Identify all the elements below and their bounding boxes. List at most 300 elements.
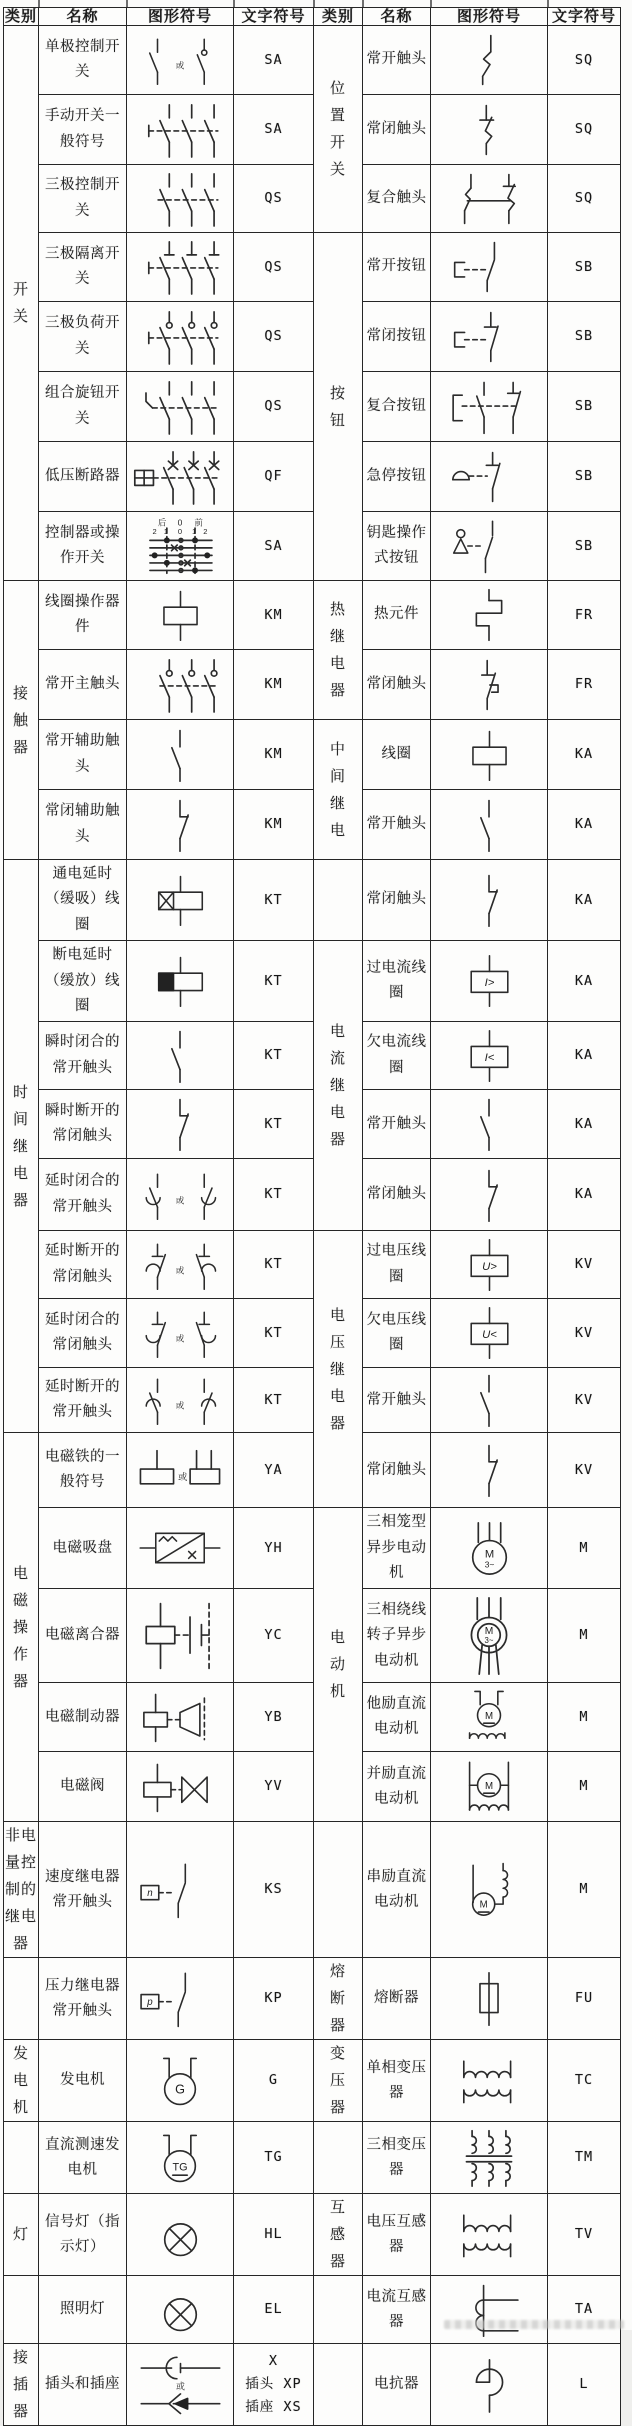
header-left-2: 图形符号 <box>127 8 234 26</box>
symbol-cell <box>127 2040 234 2122</box>
symbol-cell <box>127 1299 234 1368</box>
symbol-cell <box>431 2194 548 2276</box>
name-cell <box>39 2344 127 2426</box>
table-row <box>4 2194 621 2276</box>
category-label: 关 <box>12 308 29 325</box>
name-cell <box>363 442 431 512</box>
table-row <box>4 1231 621 1299</box>
symbol-pb-combo <box>442 377 537 437</box>
code-cell: TC <box>548 2040 621 2122</box>
category-label: 量控 <box>4 1854 37 1872</box>
header-left-1: 名称 <box>39 8 127 26</box>
name-label: 速度继电器常开触头 <box>45 1868 120 1910</box>
name-cell <box>363 2122 431 2194</box>
name-cell <box>363 372 431 442</box>
name-cell <box>363 1508 431 1589</box>
symbol-table <box>3 7 621 2426</box>
category-label: 关 <box>329 161 346 178</box>
category-cell <box>314 2344 363 2426</box>
symbol-cell <box>431 720 548 790</box>
category-label: 电 <box>329 1306 346 1324</box>
symbol-main-no-3p <box>132 656 229 714</box>
name-cell <box>39 1589 127 1683</box>
top-tick <box>430 0 432 7</box>
category-cell <box>4 2276 39 2344</box>
symbol-cell <box>431 512 548 581</box>
category-label: 灯 <box>12 2226 29 2244</box>
symbol-cell <box>431 581 548 650</box>
symbol-cell <box>127 1822 234 1958</box>
name-label: 常开触头 <box>366 815 427 832</box>
category-label: 制的 <box>4 1881 37 1899</box>
name-label: 热元件 <box>374 606 419 623</box>
symbol-dc-series <box>443 1860 535 1920</box>
symbol-cell <box>127 1231 234 1299</box>
symbol-cell <box>127 1752 234 1822</box>
name-cell <box>363 790 431 860</box>
category-label: 接 <box>12 684 29 702</box>
table-row <box>4 2344 621 2426</box>
table-row <box>4 95 621 165</box>
category-cell <box>314 1958 363 2040</box>
code-cell: SQ <box>548 26 621 95</box>
table-row <box>4 1090 621 1159</box>
symbol-glyph: 或 <box>175 1400 185 1411</box>
symbol-transformer-1ph <box>442 2054 536 2108</box>
category-label: 作 <box>12 1645 29 1663</box>
category-cell <box>314 2194 363 2276</box>
code-cell: QS <box>234 302 314 372</box>
symbol-cam-switch <box>131 515 229 577</box>
symbol-cell <box>127 95 234 165</box>
code-cell: QS <box>234 233 314 302</box>
symbol-no-contact <box>442 1096 536 1152</box>
symbol-off-delay-coil <box>135 954 226 1008</box>
symbol-no-contact <box>133 727 227 783</box>
category-label: 操 <box>12 1618 29 1636</box>
name-cell <box>363 1368 431 1433</box>
name-cell <box>39 581 127 650</box>
category-label: 继 <box>329 1077 346 1095</box>
symbol-glyph: U> <box>481 1260 497 1273</box>
name-cell <box>363 1752 431 1822</box>
table-row <box>4 1958 621 2040</box>
symbol-cell <box>127 26 234 95</box>
category-cell <box>314 1508 363 1822</box>
symbol-cell <box>127 1159 234 1231</box>
name-label: 串励直流电动机 <box>366 1868 427 1910</box>
symbol-mag-chuck <box>135 1522 225 1574</box>
watermark-smudge <box>444 2320 624 2329</box>
category-label: 器 <box>12 1672 29 1690</box>
name-cell <box>363 1589 431 1683</box>
symbol-cell <box>431 1368 548 1433</box>
symbol-sw3p-plain <box>132 170 229 228</box>
name-label: 发电机 <box>60 2072 105 2089</box>
code-cell: KP <box>234 1958 314 2040</box>
name-label: 复合按钮 <box>366 397 427 414</box>
code-cell: YH <box>234 1508 314 1589</box>
symbol-cell <box>431 1022 548 1090</box>
category-label: 流 <box>329 1050 346 1068</box>
symbol-breaker <box>132 448 229 506</box>
category-cell <box>314 581 363 720</box>
symbol-cell <box>431 2122 548 2194</box>
category-label: 器 <box>12 2403 29 2421</box>
category-label: 继电 <box>4 1908 37 1926</box>
name-cell <box>39 1368 127 1433</box>
name-label: 电磁吸盘 <box>52 1539 113 1556</box>
table-row <box>4 581 621 650</box>
category-cell <box>4 2344 39 2426</box>
category-label: 电 <box>12 2072 29 2090</box>
name-label: 常开辅助触头 <box>45 733 120 775</box>
code-cell: SA <box>234 512 314 581</box>
code-cell: SQ <box>548 165 621 233</box>
category-label: 中 <box>329 740 346 758</box>
symbol-cell <box>431 941 548 1022</box>
symbol-delay-nc-close <box>135 1307 225 1359</box>
table-row <box>4 1022 621 1090</box>
symbol-key-button <box>443 516 535 576</box>
category-label: 钮 <box>329 411 346 429</box>
symbol-glyph: 3~ <box>484 1635 494 1645</box>
symbol-glyph: M <box>484 1548 494 1561</box>
name-cell <box>363 1683 431 1752</box>
name-label: 三相变压器 <box>366 2136 427 2178</box>
category-cell <box>4 581 39 860</box>
code-cell: TV <box>548 2194 621 2276</box>
category-cell <box>314 2276 363 2344</box>
symbol-cell <box>127 165 234 233</box>
code-cell: QS <box>234 165 314 233</box>
category-label: 熔 <box>329 1963 346 1981</box>
top-tick <box>126 0 128 7</box>
name-cell <box>363 1822 431 1958</box>
symbol-cell <box>127 1022 234 1090</box>
name-label: 断电延时（缓放）线圈 <box>45 947 120 1014</box>
name-cell <box>363 302 431 372</box>
symbol-glyph: M <box>484 1780 494 1792</box>
symbol-glyph: 0 <box>177 526 183 536</box>
name-cell <box>363 165 431 233</box>
table-row <box>4 442 621 512</box>
symbol-plug-socket <box>134 2352 227 2418</box>
symbol-cell <box>431 442 548 512</box>
name-label: 延时断开的常闭触头 <box>45 1243 120 1285</box>
table-row <box>4 720 621 790</box>
name-label: 低压断路器 <box>45 467 120 484</box>
name-cell <box>39 790 127 860</box>
category-label: 电 <box>12 1164 29 1182</box>
name-label: 电磁离合器 <box>45 1627 120 1644</box>
code-cell: KT <box>234 860 314 941</box>
symbol-cell <box>431 650 548 720</box>
symbol-cell <box>431 372 548 442</box>
code-cell: M <box>548 1508 621 1589</box>
table-row <box>4 512 621 581</box>
code-cell: KV <box>548 1299 621 1368</box>
name-cell <box>363 1958 431 2040</box>
code-cell: FR <box>548 581 621 650</box>
table-row <box>4 233 621 302</box>
code-cell: TA <box>548 2276 621 2344</box>
symbol-nc-contact <box>133 797 227 853</box>
code-cell: YV <box>234 1752 314 1822</box>
symbol-cell <box>431 95 548 165</box>
symbol-coil <box>135 588 226 642</box>
category-cell <box>314 26 363 233</box>
table-row <box>4 650 621 720</box>
category-label: 机 <box>329 1683 346 1701</box>
code-cell: G <box>234 2040 314 2122</box>
code-cell: SB <box>548 302 621 372</box>
code-cell: KV <box>548 1231 621 1299</box>
name-cell <box>363 860 431 941</box>
name-label: 三极隔离开关 <box>45 245 120 287</box>
symbol-nc-contact <box>133 1096 227 1152</box>
table-row <box>4 302 621 372</box>
code-cell: SB <box>548 442 621 512</box>
symbol-glyph: p <box>147 1997 153 2009</box>
code-cell: TG <box>234 2122 314 2194</box>
symbol-cell <box>127 302 234 372</box>
symbol-glyph: 后 <box>157 517 167 528</box>
symbol-glyph: n <box>147 1888 153 1900</box>
table-row <box>4 1822 621 1958</box>
category-cell <box>314 941 363 1231</box>
category-label: 开 <box>329 134 346 151</box>
symbol-on-delay-coil <box>135 873 226 927</box>
name-label: 电流互感器 <box>366 2288 427 2330</box>
name-label: 线圈操作器件 <box>45 593 120 635</box>
header-right-1: 名称 <box>363 8 431 26</box>
code-cell: X 插头 XP 插座 XS <box>234 2344 314 2426</box>
category-label: 发 <box>12 2045 29 2063</box>
symbol-glyph: 前 <box>194 517 204 528</box>
name-cell <box>363 1433 431 1508</box>
category-cell <box>4 2194 39 2276</box>
symbol-estop <box>442 449 536 505</box>
symbol-cell <box>431 233 548 302</box>
category-label: 器 <box>329 2017 346 2035</box>
symbol-glyph: 或 <box>178 1472 188 1483</box>
name-cell <box>363 1022 431 1090</box>
top-tick <box>362 0 364 7</box>
table-row <box>4 1159 621 1231</box>
symbol-generator <box>133 2053 227 2109</box>
symbol-glyph: M <box>479 1899 488 1911</box>
symbol-coil <box>444 728 535 782</box>
code-cell: M <box>548 1752 621 1822</box>
name-cell <box>363 941 431 1022</box>
name-label: 三相笼型异步电动机 <box>366 1514 427 1581</box>
category-label: 机 <box>12 2099 29 2117</box>
category-label: 继 <box>329 794 346 812</box>
name-label: 直流测速发电机 <box>45 2136 120 2178</box>
code-cell: KM <box>234 720 314 790</box>
symbol-lamp <box>132 2284 229 2336</box>
name-label: 欠电压线圈 <box>366 1311 427 1354</box>
symbol-limit-no <box>442 32 536 88</box>
code-cell: SA <box>234 26 314 95</box>
name-label: 钥匙操作式按钮 <box>366 524 427 566</box>
code-cell: KA <box>548 790 621 860</box>
symbol-cell <box>431 1433 548 1508</box>
symbol-cell <box>431 2276 548 2344</box>
symbol-cell <box>127 442 234 512</box>
symbol-cell <box>127 233 234 302</box>
code-cell: M <box>548 1589 621 1683</box>
symbol-glyph: U< <box>481 1329 497 1342</box>
name-cell <box>39 1090 127 1159</box>
symbol-current-transformer <box>442 2282 536 2338</box>
table-row <box>4 372 621 442</box>
name-cell <box>39 720 127 790</box>
symbol-dc-sep <box>443 1687 535 1747</box>
symbol-glyph: 或 <box>175 1195 185 1206</box>
name-label: 欠电流线圈 <box>366 1034 427 1076</box>
name-label: 他励直流电动机 <box>366 1696 427 1738</box>
symbol-cell <box>431 1231 548 1299</box>
category-label: 电 <box>329 821 346 839</box>
table-row <box>4 790 621 860</box>
name-cell <box>39 2040 127 2122</box>
symbol-transformer-1ph <box>442 2208 536 2262</box>
name-label: 常开触头 <box>366 51 427 68</box>
symbol-cell <box>127 372 234 442</box>
symbol-motor-3ph-wound <box>438 1594 540 1678</box>
name-cell <box>39 302 127 372</box>
category-label: 间 <box>12 1110 29 1128</box>
category-label: 继 <box>329 1360 346 1378</box>
name-cell <box>39 1299 127 1368</box>
symbol-cell <box>127 941 234 1022</box>
name-label: 三极负荷开关 <box>45 315 120 357</box>
code-cell: SB <box>548 372 621 442</box>
symbol-cell <box>127 1589 234 1683</box>
symbol-cell <box>431 2344 548 2426</box>
name-cell <box>363 2276 431 2344</box>
code-cell: KA <box>548 941 621 1022</box>
symbol-cell <box>127 1090 234 1159</box>
symbol-cell <box>127 581 234 650</box>
code-cell: SQ <box>548 95 621 165</box>
code-cell: SB <box>548 233 621 302</box>
name-cell <box>39 1022 127 1090</box>
symbol-cell <box>431 1090 548 1159</box>
symbol-limit-combo <box>442 171 536 227</box>
symbol-delay-nc-open <box>135 1239 225 1291</box>
category-label: 电 <box>329 1629 346 1647</box>
symbol-sw3p-manual <box>132 101 229 159</box>
name-label: 照明灯 <box>60 2301 105 2318</box>
table-row <box>4 1683 621 1752</box>
name-label: 三极控制开关 <box>45 177 120 219</box>
name-cell <box>363 581 431 650</box>
table-row <box>4 1508 621 1589</box>
code-cell: HL <box>234 2194 314 2276</box>
name-cell <box>39 95 127 165</box>
top-tick <box>233 0 235 7</box>
category-cell <box>4 1822 39 1958</box>
symbol-glyph: TG <box>172 2161 188 2174</box>
category-cell <box>4 2040 39 2122</box>
symbol-cell <box>431 1299 548 1368</box>
code-cell: EL <box>234 2276 314 2344</box>
name-label: 电磁制动器 <box>45 1708 120 1725</box>
symbol-glyph: 或 <box>175 60 185 71</box>
symbol-mag-brake <box>133 1689 227 1745</box>
symbol-box-contact <box>134 1968 226 2030</box>
table-row <box>4 2276 621 2344</box>
symbol-electromagnet <box>132 1447 228 1493</box>
category-label: 置 <box>329 107 346 124</box>
code-cell: KT <box>234 1231 314 1299</box>
symbol-cell <box>431 1958 548 2040</box>
category-label: 器 <box>12 738 29 756</box>
code-cell: M <box>548 1683 621 1752</box>
code-cell: YC <box>234 1589 314 1683</box>
name-label: 常开按钮 <box>366 258 427 275</box>
symbol-pb-nc <box>442 309 536 365</box>
table-row <box>4 860 621 941</box>
code-cell: KT <box>234 1090 314 1159</box>
name-label: 电抗器 <box>374 2376 419 2393</box>
code-cell: M <box>548 1822 621 1958</box>
symbol-cell <box>431 2040 548 2122</box>
symbol-cell <box>127 2344 234 2426</box>
symbol-sw3p-load <box>132 308 229 366</box>
name-label: 熔断器 <box>374 1990 419 2007</box>
symbol-cell <box>431 165 548 233</box>
code-cell: KM <box>234 650 314 720</box>
name-cell <box>363 1159 431 1231</box>
name-cell <box>363 1231 431 1299</box>
category-label: 触 <box>12 711 29 729</box>
symbol-cell <box>127 720 234 790</box>
category-cell <box>314 1822 363 1958</box>
category-label: 时 <box>12 1083 29 1101</box>
code-cell: L <box>548 2344 621 2426</box>
code-cell: SA <box>234 95 314 165</box>
symbol-glyph: 0 <box>177 517 183 528</box>
symbol-solenoid-valve <box>133 1759 227 1815</box>
category-label: 感 <box>329 2226 346 2244</box>
name-label: 常开触头 <box>366 1115 427 1132</box>
category-label: 互 <box>329 2199 346 2217</box>
category-label: 压 <box>329 1333 346 1351</box>
name-cell <box>39 233 127 302</box>
symbol-sw3p-isolator <box>132 238 229 296</box>
name-cell <box>363 26 431 95</box>
name-cell <box>363 720 431 790</box>
name-label: 单极控制开关 <box>45 38 120 80</box>
category-label: 电 <box>329 655 346 672</box>
symbol-nc-contact <box>442 1442 536 1498</box>
symbol-delay-no-open <box>135 1374 225 1426</box>
header-left-0: 类别 <box>4 8 37 25</box>
name-label: 常闭触头 <box>366 675 427 692</box>
code-cell: TM <box>548 2122 621 2194</box>
header-left-3: 文字符号 <box>234 8 314 26</box>
category-cell <box>314 233 363 581</box>
name-label: 瞬时闭合的常开触头 <box>45 1034 120 1076</box>
category-label: 器 <box>329 1131 346 1149</box>
code-cell: FU <box>548 1958 621 2040</box>
name-cell <box>39 1508 127 1589</box>
table-row <box>4 1299 621 1368</box>
